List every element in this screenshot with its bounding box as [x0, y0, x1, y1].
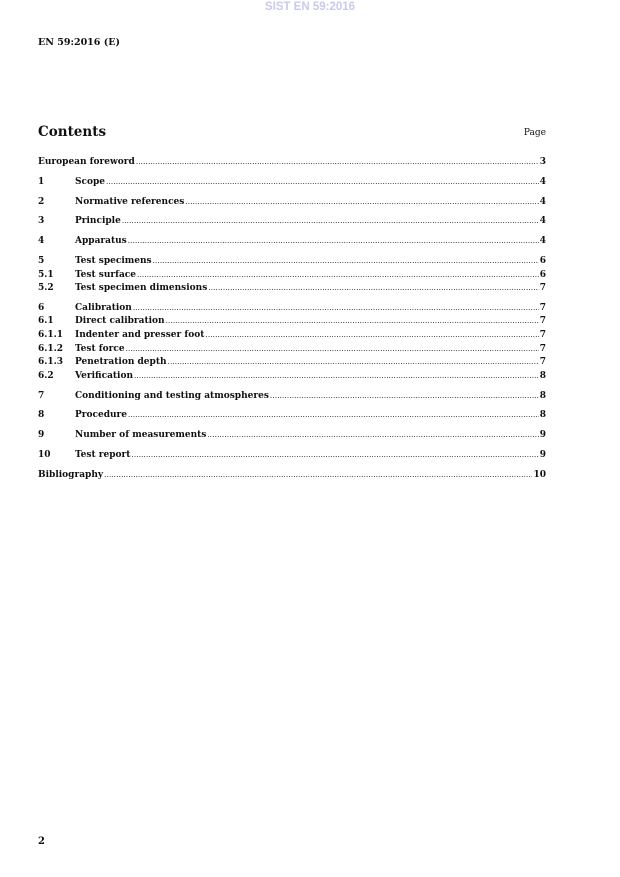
toc-entry-page: 8 [539, 370, 546, 381]
toc-entry[interactable] [38, 356, 546, 370]
toc-entry-page: 8 [539, 410, 546, 421]
toc-entry-number: 1 [38, 176, 45, 187]
toc-entry-number: 5 [38, 255, 45, 266]
toc-entry[interactable] [38, 176, 546, 190]
dot-leader [136, 156, 539, 170]
toc-entry-title: Calibration [75, 302, 132, 313]
dot-leader [205, 329, 538, 343]
toc-entry-page: 7 [539, 316, 546, 327]
dot-leader [133, 302, 539, 316]
toc-entry-title: Test force [75, 343, 125, 354]
toc-entry[interactable] [38, 469, 546, 483]
toc-entry-title: Bibliography [38, 469, 104, 480]
table-of-contents [38, 156, 546, 482]
dot-leader [137, 269, 539, 283]
dot-leader [270, 390, 539, 404]
toc-entry-page: 7 [539, 302, 546, 313]
toc-entry[interactable] [38, 235, 546, 249]
toc-entry-page: 8 [539, 390, 546, 401]
toc-entry-title: Test specimens [75, 255, 152, 266]
toc-entry[interactable] [38, 343, 546, 357]
toc-entry-title: Conditioning and testing atmospheres [75, 390, 269, 401]
toc-entry-title: Penetration depth [75, 357, 167, 368]
toc-entry[interactable] [38, 196, 546, 210]
toc-entry[interactable] [38, 282, 546, 296]
toc-entry-number: 6.1.3 [38, 357, 64, 368]
page-column-label: Page [523, 128, 546, 138]
toc-entry-title: Verification [75, 370, 134, 381]
toc-entry-page: 7 [539, 330, 546, 341]
toc-entry-number: 6.2 [38, 370, 54, 381]
toc-entry-page: 7 [539, 357, 546, 368]
toc-entry-page: 7 [539, 283, 546, 294]
dot-leader [185, 196, 538, 210]
toc-entry-title: Number of measurements [75, 430, 207, 441]
toc-entry-title: Indenter and presser foot [75, 330, 205, 341]
toc-entry[interactable] [38, 255, 546, 269]
toc-entry-number: 6 [38, 302, 45, 313]
toc-entry[interactable] [38, 302, 546, 316]
watermark: SIST EN 59:2016 [264, 1, 356, 13]
toc-entry-page: 9 [539, 449, 546, 460]
contents-heading: Contents [38, 124, 107, 140]
toc-entry-page: 6 [539, 255, 546, 266]
document-id: EN 59:2016 (E) [38, 37, 120, 48]
toc-entry-title: Normative references [75, 196, 185, 207]
toc-entry-page: 9 [539, 430, 546, 441]
toc-entry[interactable] [38, 449, 546, 463]
toc-entry-page: 6 [539, 269, 546, 280]
toc-entry-page: 10 [533, 469, 546, 480]
dot-leader [207, 429, 538, 443]
toc-entry-number: 5.2 [38, 283, 54, 294]
toc-entry[interactable] [38, 409, 546, 423]
toc-entry-page: 7 [539, 343, 546, 354]
toc-entry[interactable] [38, 269, 546, 283]
toc-entry[interactable] [38, 429, 546, 443]
toc-entry-number: 4 [38, 236, 45, 247]
toc-entry[interactable] [38, 156, 546, 170]
toc-entry-number: 3 [38, 216, 45, 227]
dot-leader [166, 315, 539, 329]
toc-entry[interactable] [38, 329, 546, 343]
toc-entry[interactable] [38, 315, 546, 329]
toc-entry-title: Direct calibration [75, 316, 165, 327]
toc-entry-number: 6.1.1 [38, 330, 64, 341]
toc-entry-page: 4 [539, 196, 546, 207]
toc-entry-title: Test report [75, 449, 131, 460]
dot-leader [104, 469, 532, 483]
dot-leader [122, 215, 539, 229]
toc-entry-number: 7 [38, 390, 45, 401]
dot-leader [128, 235, 539, 249]
toc-entry-number: 9 [38, 430, 45, 441]
dot-leader [208, 282, 538, 296]
dot-leader [168, 356, 539, 370]
dot-leader [134, 370, 539, 384]
toc-entry-title: European foreword [38, 157, 135, 167]
toc-entry-title: Scope [75, 176, 106, 187]
toc-entry-title: Apparatus [75, 236, 127, 247]
toc-entry-title: Test surface [75, 269, 137, 280]
toc-entry-page: 4 [539, 216, 546, 227]
toc-entry[interactable] [38, 390, 546, 404]
toc-entry[interactable] [38, 215, 546, 229]
dot-leader [153, 255, 539, 269]
toc-entry-number: 5.1 [38, 269, 54, 280]
toc-entry-title: Principle [75, 216, 121, 227]
toc-entry-page: 4 [539, 176, 546, 187]
dot-leader [126, 343, 539, 357]
toc-entry[interactable] [38, 370, 546, 384]
toc-entry-number: 2 [38, 196, 45, 207]
page-number: 2 [38, 836, 45, 847]
toc-entry-title: Test specimen dimensions [75, 283, 208, 294]
toc-entry-number: 6.1.2 [38, 343, 64, 354]
toc-entry-page: 4 [539, 236, 546, 247]
toc-entry-number: 8 [38, 410, 45, 421]
toc-entry-page: 3 [539, 157, 546, 167]
dot-leader [128, 409, 539, 423]
toc-entry-number: 6.1 [38, 316, 54, 327]
dot-leader [131, 449, 538, 463]
toc-entry-number: 10 [38, 449, 51, 460]
dot-leader [106, 176, 539, 190]
toc-entry-title: Procedure [75, 410, 128, 421]
